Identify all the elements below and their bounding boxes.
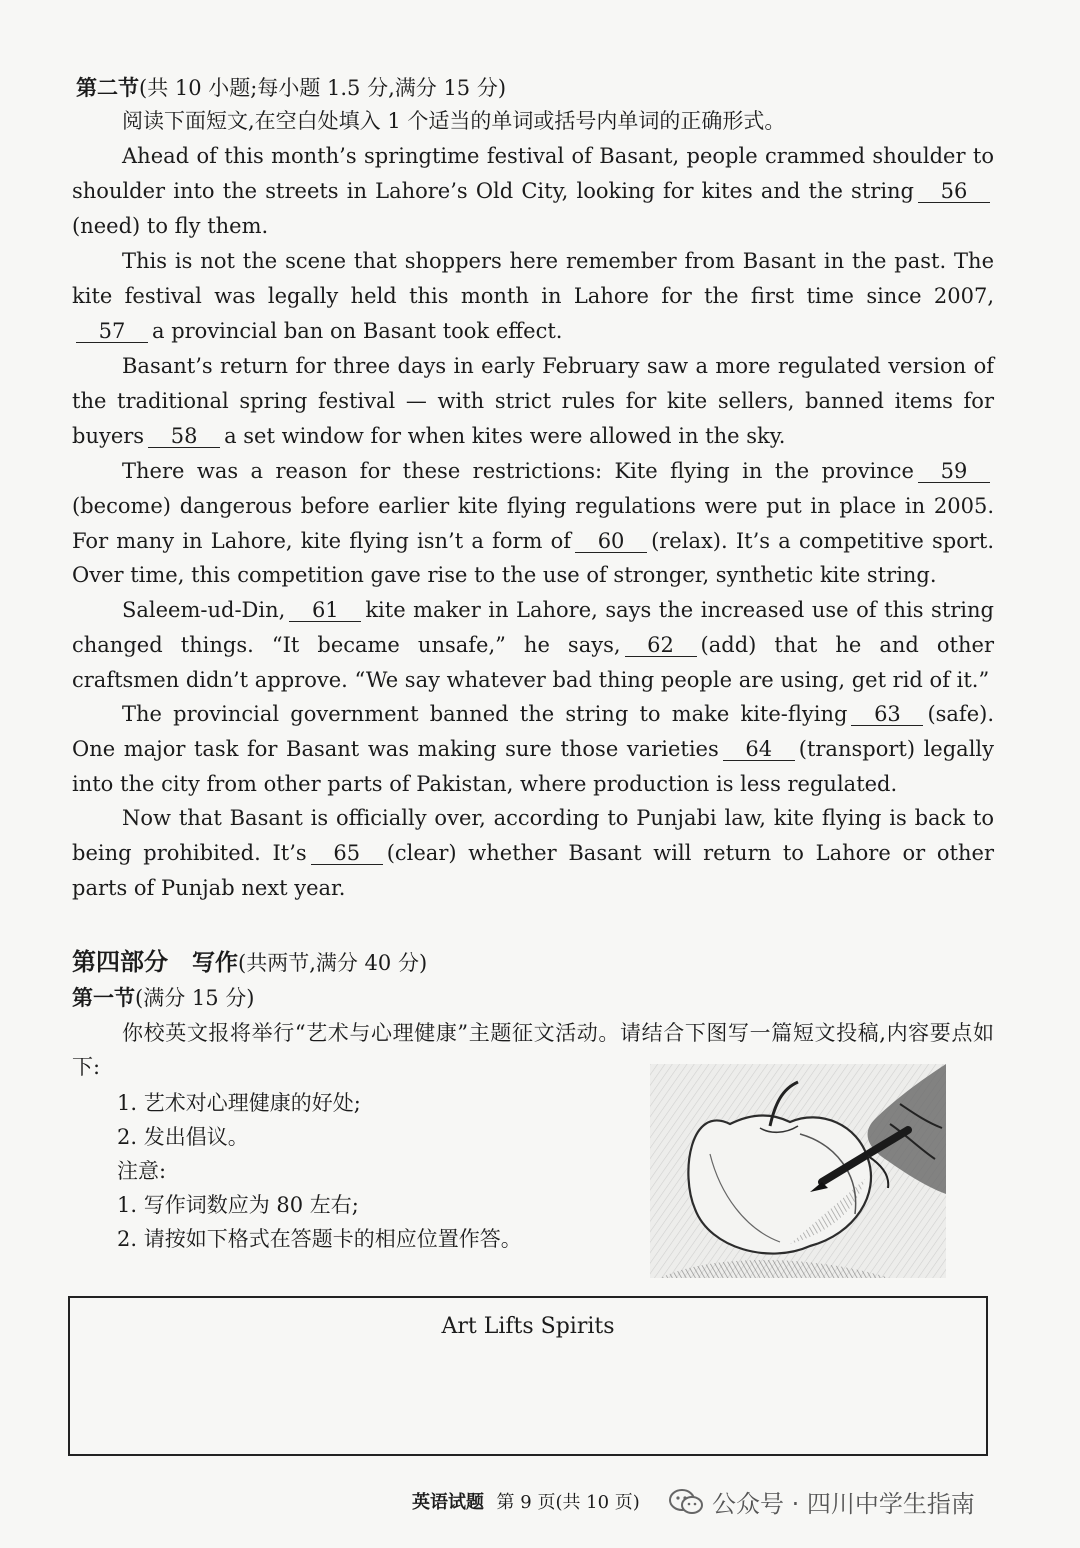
passage-paragraph-2 xyxy=(72,244,994,348)
p6-text-b: (safe). One major task for Basant was making sure those varieties xyxy=(72,702,994,761)
footer-page-number: 第 9 页(共 10 页) xyxy=(496,1492,640,1513)
section2-heading xyxy=(76,72,506,102)
part4-note: (共两节,满分 40 分) xyxy=(238,951,428,975)
passage-paragraph-1 xyxy=(72,139,994,243)
p5-text-b: kite maker in Lahore, says the increased use of this string changed things. “It became unsafe,” he says, xyxy=(72,598,994,657)
section2-instruction xyxy=(72,104,994,139)
watermark-text: 公众号 · 四川中学生指南 xyxy=(712,1490,975,1518)
essay-answer-box[interactable] xyxy=(68,1296,988,1456)
p2-text-b: a provincial ban on Basant took effect. xyxy=(152,318,563,343)
blank-57[interactable]: 57 xyxy=(76,320,148,343)
page-footer xyxy=(412,1488,640,1514)
notice-1: 1. 写作词数应为 80 左右; xyxy=(117,1193,359,1217)
p7-text-a: Now that Basant is officially over, according to Punjabi law, kite flying is back to being prohibited. It’s xyxy=(72,806,994,865)
content-point-1: 1. 艺术对心理健康的好处; xyxy=(117,1091,361,1115)
p5-text-c: (add) that he and other craftsmen didn’t approve. “We say whatever bad thing people are using, get rid of it.” xyxy=(72,632,994,692)
blank-61[interactable]: 61 xyxy=(289,599,361,622)
p1-text-b: (need) to fly them. xyxy=(72,213,269,238)
content-points xyxy=(117,1086,522,1256)
passage-paragraph-4 xyxy=(72,454,994,593)
passage-paragraph-3 xyxy=(72,349,994,453)
blank-56[interactable]: 56 xyxy=(918,180,990,203)
p4-text-a: There was a reason for these restrictions: Kite flying in the province xyxy=(122,459,914,483)
p6-text-a: The provincial government banned the string to make kite-flying xyxy=(122,702,848,726)
section2-title: 第二节 xyxy=(76,75,139,100)
passage-paragraph-6 xyxy=(72,697,994,801)
notice-2: 2. 请按如下格式在答题卡的相应位置作答。 xyxy=(117,1227,522,1251)
blank-65[interactable]: 65 xyxy=(311,842,383,865)
part4-title: 第四部分 xyxy=(72,947,168,976)
section1-title: 第一节 xyxy=(72,985,135,1010)
section2-note: (共 10 小题;每小题 1.5 分,满分 15 分) xyxy=(139,76,507,100)
section1-note: (满分 15 分) xyxy=(135,986,255,1010)
blank-60[interactable]: 60 xyxy=(575,530,647,553)
p5-text-a: Saleem-ud-Din, xyxy=(122,598,286,622)
p3-text-a: Basant’s return for three days in early February saw a more regulated version of the traditional spring festival — with strict rules for kite sellers, banned items for buyers xyxy=(72,354,994,448)
essay-title: Art Lifts Spirits xyxy=(441,1314,615,1339)
passage-paragraph-7 xyxy=(72,801,994,905)
apple-sketch-image xyxy=(650,1064,946,1278)
part4-section1-heading xyxy=(72,982,254,1012)
p4-text-c: (relax). It’s a competitive sport. Over time, this competition gave rise to the use of stronger, synthetic kite string. xyxy=(72,528,994,588)
task-text: 你校英文报将举行“艺术与心理健康”主题征文活动。请结合下图写一篇短文投稿,内容要点如下: xyxy=(72,1021,994,1079)
instruction-text: 阅读下面短文,在空白处填入 1 个适当的单词或括号内单词的正确形式。 xyxy=(122,109,786,133)
p6-text-c: (transport) legally into the city from other parts of Pakistan, where production is less regulated. xyxy=(72,736,994,796)
part4-subtitle: 写作 xyxy=(192,949,238,976)
blank-59[interactable]: 59 xyxy=(918,460,990,483)
notice-label: 注意: xyxy=(117,1159,167,1183)
part4-heading xyxy=(72,942,427,977)
p4-text-b: (become) dangerous before earlier kite flying regulations were put in place in 2005. For many in Lahore, kite flying isn’t a form of xyxy=(72,493,994,553)
wechat-icon xyxy=(668,1488,704,1516)
blank-64[interactable]: 64 xyxy=(723,738,795,761)
p2-text-a: This is not the scene that shoppers here remember from Basant in the past. The kite festival was legally held this month in Lahore for the first time since 2007, xyxy=(72,249,994,308)
content-point-2: 2. 发出倡议。 xyxy=(117,1125,249,1149)
footer-subject: 英语试题 xyxy=(412,1492,484,1513)
p7-text-b: (clear) whether Basant will return to Lahore or other parts of Punjab next year. xyxy=(72,840,994,900)
blank-62[interactable]: 62 xyxy=(625,634,697,657)
blank-58[interactable]: 58 xyxy=(148,425,220,448)
watermark xyxy=(668,1484,975,1519)
blank-63[interactable]: 63 xyxy=(851,703,923,726)
p1-text-a: Ahead of this month’s springtime festival of Basant, people crammed shoulder to shoulder into the streets in Lahore’s Old City, looking for kites and the string xyxy=(72,144,994,203)
passage-paragraph-5 xyxy=(72,593,994,697)
p3-text-b: a set window for when kites were allowed in the sky. xyxy=(224,423,786,448)
